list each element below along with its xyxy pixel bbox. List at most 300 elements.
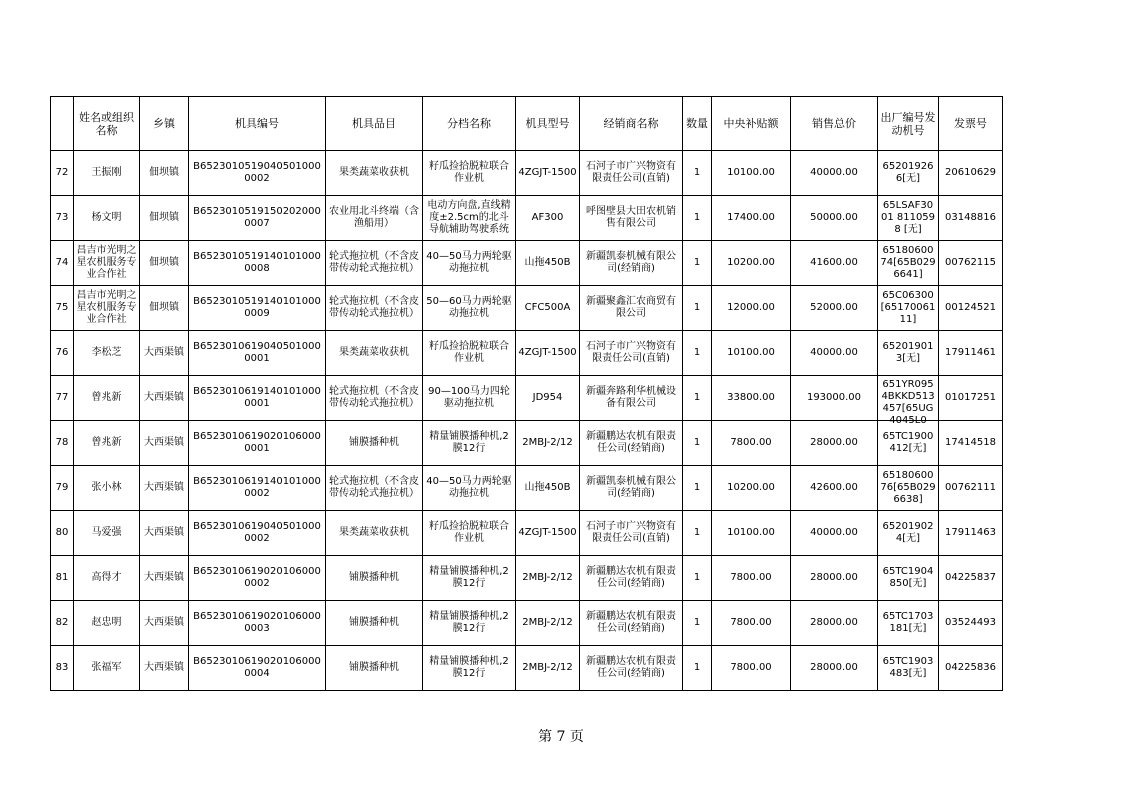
quantity-cell-text: 1 bbox=[693, 527, 701, 538]
name-cell-text: 王振刚 bbox=[91, 167, 122, 178]
model-cell-text: 2MBJ-2/12 bbox=[522, 662, 573, 673]
sales-total-cell bbox=[791, 556, 878, 601]
quantity-cell-text: 1 bbox=[693, 482, 701, 493]
name-cell bbox=[74, 511, 140, 556]
sales-total-cell-text: 41600.00 bbox=[810, 257, 858, 268]
table-row bbox=[51, 556, 1003, 601]
model-cell bbox=[516, 151, 580, 196]
township-cell-text: 大西渠镇 bbox=[144, 437, 184, 448]
machine-category-cell-text: 轮式拖拉机（不含皮带传动轮式拖拉机） bbox=[329, 296, 419, 319]
factory-engine-number-cell bbox=[878, 151, 939, 196]
quantity-cell-text: 1 bbox=[693, 662, 701, 673]
factory-engine-number-cell-text: 65C06300[6517006111] bbox=[880, 290, 936, 325]
machine-id-cell bbox=[189, 601, 326, 646]
model-cell bbox=[516, 646, 580, 691]
township-cell bbox=[140, 601, 189, 646]
name-cell-text: 杨文明 bbox=[91, 212, 122, 223]
dealer-cell-text: 新疆凯泰机械有限公司(经销商) bbox=[586, 476, 676, 499]
machine-category-cell bbox=[326, 241, 423, 286]
dealer-cell-text: 石河子市广兴物资有限责任公司(直销) bbox=[586, 341, 676, 364]
central-subsidy-cell bbox=[712, 151, 791, 196]
factory-engine-number-cell bbox=[878, 286, 939, 331]
machine-category-cell bbox=[326, 466, 423, 511]
machine-id-cell-text: B65230106190405010000002 bbox=[193, 521, 321, 544]
central-subsidy-cell-text: 12000.00 bbox=[727, 302, 775, 313]
factory-engine-number-cell bbox=[878, 466, 939, 511]
invoice-number-cell bbox=[939, 511, 1003, 556]
machine-id-cell bbox=[189, 376, 326, 421]
sales-total-cell bbox=[791, 421, 878, 466]
township-cell-text: 佃坝镇 bbox=[149, 302, 179, 313]
factory-engine-number-cell-text: 651YR0954BKKD513457[65UG4045L0 bbox=[881, 379, 935, 426]
dealer-cell bbox=[580, 376, 683, 421]
grade-name-cell-text: 50—60马力两轮驱动拖拉机 bbox=[426, 296, 512, 319]
quantity-cell bbox=[683, 196, 712, 241]
grade-name-cell bbox=[423, 556, 516, 601]
invoice-number-cell-text: 17911461 bbox=[945, 347, 996, 358]
table-header-row bbox=[51, 97, 1003, 151]
table-row bbox=[51, 151, 1003, 196]
dealer-cell-text: 新疆凯泰机械有限公司(经销商) bbox=[586, 251, 676, 274]
quantity-cell bbox=[683, 241, 712, 286]
table-row bbox=[51, 196, 1003, 241]
quantity-cell-text: 1 bbox=[693, 212, 701, 223]
township-cell-text: 大西渠镇 bbox=[144, 482, 184, 493]
township-cell-text: 大西渠镇 bbox=[144, 572, 184, 583]
invoice-number-header: 发票号 bbox=[939, 97, 1003, 151]
sales-total-header: 销售总价 bbox=[791, 97, 878, 151]
machine-category-cell bbox=[326, 196, 423, 241]
grade-name-cell-text: 40—50马力两轮驱动拖拉机 bbox=[426, 476, 512, 499]
quantity-cell-text: 1 bbox=[693, 347, 701, 358]
dealer-cell bbox=[580, 601, 683, 646]
row-number-cell bbox=[51, 421, 74, 466]
model-cell-text: 4ZGJT-1500 bbox=[518, 347, 577, 358]
row-number-cell-text: 80 bbox=[55, 527, 69, 538]
quantity-cell bbox=[683, 376, 712, 421]
grade-name-cell bbox=[423, 151, 516, 196]
factory-engine-number-cell bbox=[878, 196, 939, 241]
machine-id-cell-text: B65230106191401010000001 bbox=[193, 386, 321, 409]
name-cell bbox=[74, 241, 140, 286]
invoice-number-cell-text: 00124521 bbox=[945, 302, 996, 313]
name-cell-text: 曾兆新 bbox=[91, 437, 122, 448]
sales-total-cell bbox=[791, 466, 878, 511]
township-cell-text: 大西渠镇 bbox=[144, 617, 184, 628]
table-row bbox=[51, 286, 1003, 331]
name-cell-text: 高得才 bbox=[91, 572, 122, 583]
factory-engine-number-cell-text: 65TC1903483[无] bbox=[882, 656, 934, 679]
sales-total-cell-text: 40000.00 bbox=[810, 527, 858, 538]
invoice-number-cell-text: 03524493 bbox=[945, 617, 996, 628]
central-subsidy-cell bbox=[712, 556, 791, 601]
sales-total-cell-text: 52000.00 bbox=[810, 302, 858, 313]
township-cell-text: 大西渠镇 bbox=[144, 527, 184, 538]
dealer-cell-text: 新疆鹏达农机有限责任公司(经销商) bbox=[586, 431, 676, 454]
central-subsidy-cell bbox=[712, 466, 791, 511]
township-cell bbox=[140, 331, 189, 376]
machine-category-cell bbox=[326, 646, 423, 691]
machine-id-cell-text: B65230105190405010000002 bbox=[193, 161, 321, 184]
machine-id-cell-text: B65230105191401010000009 bbox=[193, 296, 321, 319]
sales-total-cell bbox=[791, 331, 878, 376]
grade-name-cell bbox=[423, 331, 516, 376]
central-subsidy-cell bbox=[712, 196, 791, 241]
row-number-cell bbox=[51, 511, 74, 556]
table-row bbox=[51, 511, 1003, 556]
machine-id-cell bbox=[189, 286, 326, 331]
dealer-cell-text: 新疆鹏达农机有限责任公司(经销商) bbox=[586, 656, 676, 679]
name-cell-text: 昌吉市光明之星农机服务专业合作社 bbox=[76, 245, 137, 280]
model-cell-text: 2MBJ-2/12 bbox=[522, 437, 573, 448]
grade-name-cell-text: 籽瓜捡拾脱粒联合作业机 bbox=[429, 521, 509, 544]
grade-name-cell bbox=[423, 466, 516, 511]
sales-total-cell-text: 42600.00 bbox=[810, 482, 858, 493]
invoice-number-cell bbox=[939, 421, 1003, 466]
name-cell-text: 李松芝 bbox=[91, 347, 122, 358]
quantity-cell bbox=[683, 421, 712, 466]
row-number-cell bbox=[51, 466, 74, 511]
central-subsidy-cell-text: 10200.00 bbox=[727, 257, 775, 268]
machine-category-header: 机具品目 bbox=[326, 97, 423, 151]
machine-category-cell-text: 轮式拖拉机（不含皮带传动轮式拖拉机） bbox=[329, 386, 419, 409]
name-header: 姓名或组织名称 bbox=[74, 97, 140, 151]
name-cell-text: 张小林 bbox=[91, 482, 122, 493]
central-subsidy-cell-text: 10100.00 bbox=[727, 347, 775, 358]
machine-id-cell-text: B65230106190201060000003 bbox=[193, 611, 321, 634]
model-cell-text: 4ZGJT-1500 bbox=[518, 167, 577, 178]
row-number-cell-text: 77 bbox=[55, 392, 69, 403]
grade-name-cell-text: 40—50马力两轮驱动拖拉机 bbox=[426, 251, 512, 274]
invoice-number-cell-text: 17911463 bbox=[945, 527, 996, 538]
factory-engine-number-cell-text: 65LSAF3001 8110598 [无] bbox=[880, 200, 936, 235]
township-cell-text: 大西渠镇 bbox=[144, 662, 184, 673]
grade-name-cell-text: 籽瓜捡拾脱粒联合作业机 bbox=[429, 161, 509, 184]
row-number-cell-text: 83 bbox=[55, 662, 69, 673]
table-row bbox=[51, 331, 1003, 376]
factory-engine-number-cell-text: 652019013[无] bbox=[882, 341, 934, 364]
central-subsidy-cell bbox=[712, 421, 791, 466]
factory-engine-number-cell bbox=[878, 421, 939, 466]
model-cell-text: 2MBJ-2/12 bbox=[522, 617, 573, 628]
factory-engine-number-cell bbox=[878, 331, 939, 376]
name-cell-text: 张福军 bbox=[91, 662, 122, 673]
grade-name-cell bbox=[423, 241, 516, 286]
invoice-number-cell bbox=[939, 376, 1003, 421]
row-number-cell-text: 79 bbox=[55, 482, 69, 493]
dealer-cell-text: 石河子市广兴物资有限责任公司(直销) bbox=[586, 161, 676, 184]
machine-id-cell-text: B65230105191401010000008 bbox=[193, 251, 321, 274]
dealer-cell bbox=[580, 241, 683, 286]
machine-category-cell-text: 铺膜播种机 bbox=[349, 617, 399, 628]
grade-name-cell bbox=[423, 196, 516, 241]
row-number-cell-text: 72 bbox=[55, 167, 69, 178]
factory-engine-number-cell-text: 652019266[无] bbox=[882, 161, 934, 184]
table-row bbox=[51, 466, 1003, 511]
factory-engine-number-cell-text: 6518060074[65B0296641] bbox=[880, 245, 936, 280]
row-number-cell bbox=[51, 286, 74, 331]
model-cell bbox=[516, 601, 580, 646]
row-number-cell-text: 81 bbox=[55, 572, 69, 583]
factory-engine-number-cell-text: 65TC1904850[无] bbox=[882, 566, 934, 589]
invoice-number-cell-text: 04225837 bbox=[945, 572, 996, 583]
township-cell bbox=[140, 241, 189, 286]
township-cell bbox=[140, 466, 189, 511]
central-subsidy-cell-text: 7800.00 bbox=[730, 617, 772, 628]
quantity-cell bbox=[683, 331, 712, 376]
dealer-cell-text: 新疆奔路利华机械设备有限公司 bbox=[586, 386, 676, 409]
sales-total-cell bbox=[791, 376, 878, 421]
dealer-cell-text: 新疆聚鑫汇农商贸有限公司 bbox=[586, 296, 676, 319]
row-number-cell bbox=[51, 646, 74, 691]
machine-id-cell-text: B65230106190201060000001 bbox=[193, 431, 321, 454]
machine-category-cell-text: 果类蔬菜收获机 bbox=[339, 527, 409, 538]
model-cell bbox=[516, 466, 580, 511]
sales-total-cell bbox=[791, 601, 878, 646]
central-subsidy-cell-text: 17400.00 bbox=[727, 212, 775, 223]
sales-total-cell bbox=[791, 151, 878, 196]
machine-category-cell bbox=[326, 511, 423, 556]
model-cell bbox=[516, 556, 580, 601]
machine-id-header: 机具编号 bbox=[189, 97, 326, 151]
dealer-cell bbox=[580, 331, 683, 376]
row-number-cell bbox=[51, 241, 74, 286]
township-cell bbox=[140, 511, 189, 556]
machine-id-cell-text: B65230106190405010000001 bbox=[193, 341, 321, 364]
row-number-cell bbox=[51, 376, 74, 421]
township-cell bbox=[140, 286, 189, 331]
model-cell-text: 山拖450B bbox=[524, 257, 571, 268]
central-subsidy-cell bbox=[712, 241, 791, 286]
invoice-number-cell bbox=[939, 331, 1003, 376]
dealer-cell-text: 石河子市广兴物资有限责任公司(直销) bbox=[586, 521, 676, 544]
central-subsidy-cell-text: 10100.00 bbox=[727, 527, 775, 538]
factory-engine-number-cell-text: 652019024[无] bbox=[882, 521, 934, 544]
quantity-cell bbox=[683, 601, 712, 646]
model-cell bbox=[516, 511, 580, 556]
name-cell bbox=[74, 196, 140, 241]
row-number-cell-text: 73 bbox=[55, 212, 69, 223]
township-cell bbox=[140, 556, 189, 601]
sales-total-cell bbox=[791, 286, 878, 331]
row-number-cell-text: 75 bbox=[55, 302, 69, 313]
dealer-header: 经销商名称 bbox=[580, 97, 683, 151]
invoice-number-cell bbox=[939, 646, 1003, 691]
machine-category-cell bbox=[326, 286, 423, 331]
factory-engine-number-cell bbox=[878, 601, 939, 646]
sales-total-cell-text: 28000.00 bbox=[810, 662, 858, 673]
quantity-cell-text: 1 bbox=[693, 617, 701, 628]
sales-total-cell bbox=[791, 196, 878, 241]
township-cell bbox=[140, 646, 189, 691]
machine-category-cell bbox=[326, 331, 423, 376]
model-cell-text: JD954 bbox=[532, 392, 563, 403]
table-row bbox=[51, 241, 1003, 286]
central-subsidy-cell bbox=[712, 376, 791, 421]
factory-engine-number-cell bbox=[878, 241, 939, 286]
dealer-cell-text: 新疆鹏达农机有限责任公司(经销商) bbox=[586, 566, 676, 589]
dealer-cell-text: 呼图壁县大田农机销售有限公司 bbox=[586, 206, 676, 229]
sales-total-cell bbox=[791, 241, 878, 286]
quantity-cell-text: 1 bbox=[693, 392, 701, 403]
factory-engine-number-cell bbox=[878, 646, 939, 691]
name-cell bbox=[74, 421, 140, 466]
invoice-number-cell-text: 00762115 bbox=[945, 257, 996, 268]
machine-category-cell-text: 果类蔬菜收获机 bbox=[339, 347, 409, 358]
row-number-cell bbox=[51, 331, 74, 376]
factory-engine-number-cell bbox=[878, 556, 939, 601]
sales-total-cell-text: 28000.00 bbox=[810, 572, 858, 583]
machine-category-cell-text: 农业用北斗终端（含渔船用） bbox=[329, 206, 419, 229]
model-cell-text: AF300 bbox=[531, 212, 564, 223]
name-cell bbox=[74, 601, 140, 646]
central-subsidy-cell bbox=[712, 511, 791, 556]
grade-name-cell bbox=[423, 511, 516, 556]
page-number: 第 7 页 bbox=[538, 729, 584, 745]
row-number-cell-text: 76 bbox=[55, 347, 69, 358]
invoice-number-cell-text: 00762111 bbox=[945, 482, 996, 493]
grade-name-header: 分档名称 bbox=[423, 97, 516, 151]
row-number-header bbox=[51, 97, 74, 151]
name-cell-text: 曾兆新 bbox=[91, 392, 122, 403]
table-row bbox=[51, 376, 1003, 421]
grade-name-cell-text: 籽瓜捡拾脱粒联合作业机 bbox=[429, 341, 509, 364]
model-cell-text: 2MBJ-2/12 bbox=[522, 572, 573, 583]
machine-category-cell bbox=[326, 601, 423, 646]
machine-id-cell-text: B65230106190201060000002 bbox=[193, 566, 321, 589]
factory-engine-number-cell bbox=[878, 511, 939, 556]
sales-total-cell bbox=[791, 511, 878, 556]
name-cell bbox=[74, 556, 140, 601]
machine-id-cell bbox=[189, 196, 326, 241]
grade-name-cell bbox=[423, 286, 516, 331]
machine-id-cell bbox=[189, 511, 326, 556]
invoice-number-cell bbox=[939, 286, 1003, 331]
quantity-cell bbox=[683, 151, 712, 196]
machine-category-cell-text: 铺膜播种机 bbox=[349, 662, 399, 673]
name-cell bbox=[74, 286, 140, 331]
invoice-number-cell bbox=[939, 601, 1003, 646]
model-cell bbox=[516, 421, 580, 466]
grade-name-cell bbox=[423, 376, 516, 421]
sales-total-cell-text: 28000.00 bbox=[810, 437, 858, 448]
township-cell-text: 大西渠镇 bbox=[144, 347, 184, 358]
grade-name-cell-text: 精量铺膜播种机,2膜12行 bbox=[429, 656, 509, 679]
invoice-number-cell bbox=[939, 196, 1003, 241]
machine-category-cell bbox=[326, 556, 423, 601]
machine-id-cell bbox=[189, 151, 326, 196]
table-row bbox=[51, 421, 1003, 466]
row-number-cell bbox=[51, 601, 74, 646]
row-number-cell bbox=[51, 556, 74, 601]
township-cell bbox=[140, 376, 189, 421]
factory-engine-number-cell-text: 65TC1703181[无] bbox=[882, 611, 934, 634]
grade-name-cell-text: 精量铺膜播种机,2膜12行 bbox=[429, 611, 509, 634]
invoice-number-cell bbox=[939, 241, 1003, 286]
invoice-number-cell bbox=[939, 466, 1003, 511]
dealer-cell bbox=[580, 511, 683, 556]
township-cell bbox=[140, 196, 189, 241]
model-cell-text: CFC500A bbox=[524, 302, 571, 313]
machine-id-cell bbox=[189, 421, 326, 466]
model-cell bbox=[516, 286, 580, 331]
row-number-cell-text: 74 bbox=[55, 257, 69, 268]
model-cell bbox=[516, 196, 580, 241]
model-cell bbox=[516, 241, 580, 286]
model-cell bbox=[516, 331, 580, 376]
machine-id-cell-text: B65230106191401010000002 bbox=[193, 476, 321, 499]
name-cell-text: 赵忠明 bbox=[91, 617, 122, 628]
quantity-cell-text: 1 bbox=[693, 572, 701, 583]
central-subsidy-cell bbox=[712, 601, 791, 646]
model-cell bbox=[516, 376, 580, 421]
sales-total-cell-text: 193000.00 bbox=[806, 392, 862, 403]
invoice-number-cell-text: 20610629 bbox=[945, 167, 996, 178]
model-cell-text: 4ZGJT-1500 bbox=[518, 527, 577, 538]
quantity-cell-text: 1 bbox=[693, 437, 701, 448]
row-number-cell bbox=[51, 196, 74, 241]
quantity-cell bbox=[683, 511, 712, 556]
factory-engine-number-cell bbox=[878, 376, 939, 426]
quantity-header: 数量 bbox=[683, 97, 712, 151]
central-subsidy-cell bbox=[712, 331, 791, 376]
subsidy-table bbox=[50, 96, 1003, 691]
factory-engine-number-cell-text: 65TC1900412[无] bbox=[882, 431, 934, 454]
township-header: 乡镇 bbox=[140, 97, 189, 151]
quantity-cell-text: 1 bbox=[693, 167, 701, 178]
name-cell bbox=[74, 151, 140, 196]
invoice-number-cell-text: 04225836 bbox=[945, 662, 996, 673]
machine-category-cell-text: 轮式拖拉机（不含皮带传动轮式拖拉机） bbox=[329, 476, 419, 499]
grade-name-cell-text: 精量铺膜播种机,2膜12行 bbox=[429, 566, 509, 589]
name-cell bbox=[74, 466, 140, 511]
sales-total-cell bbox=[791, 646, 878, 691]
table-row bbox=[51, 601, 1003, 646]
central-subsidy-cell-text: 7800.00 bbox=[730, 662, 772, 673]
township-cell-text: 大西渠镇 bbox=[144, 392, 184, 403]
machine-id-cell bbox=[189, 556, 326, 601]
machine-category-cell-text: 铺膜播种机 bbox=[349, 437, 399, 448]
factory-engine-number-header: 出厂编号发动机号 bbox=[878, 97, 939, 151]
machine-category-cell-text: 轮式拖拉机（不含皮带传动轮式拖拉机） bbox=[329, 251, 419, 274]
central-subsidy-cell-text: 10100.00 bbox=[727, 167, 775, 178]
dealer-cell-text: 新疆鹏达农机有限责任公司(经销商) bbox=[586, 611, 676, 634]
table-row bbox=[51, 646, 1003, 691]
dealer-cell bbox=[580, 151, 683, 196]
machine-category-cell bbox=[326, 151, 423, 196]
machine-id-cell bbox=[189, 466, 326, 511]
grade-name-cell-text: 电动方向盘,直线精度±2.5cm的北斗导航辅助驾驶系统 bbox=[427, 200, 511, 235]
quantity-cell-text: 1 bbox=[693, 257, 701, 268]
name-cell-text: 昌吉市光明之星农机服务专业合作社 bbox=[76, 290, 137, 325]
dealer-cell bbox=[580, 556, 683, 601]
central-subsidy-cell bbox=[712, 646, 791, 691]
township-cell-text: 佃坝镇 bbox=[149, 257, 179, 268]
grade-name-cell-text: 精量铺膜播种机,2膜12行 bbox=[429, 431, 509, 454]
central-subsidy-cell-text: 10200.00 bbox=[727, 482, 775, 493]
invoice-number-cell-text: 03148816 bbox=[945, 212, 996, 223]
machine-id-cell bbox=[189, 331, 326, 376]
sales-total-cell-text: 40000.00 bbox=[810, 347, 858, 358]
grade-name-cell bbox=[423, 421, 516, 466]
machine-id-cell bbox=[189, 241, 326, 286]
table-body bbox=[51, 151, 1003, 691]
quantity-cell bbox=[683, 286, 712, 331]
central-subsidy-cell-text: 7800.00 bbox=[730, 572, 772, 583]
township-cell bbox=[140, 151, 189, 196]
invoice-number-cell-text: 17414518 bbox=[945, 437, 996, 448]
dealer-cell bbox=[580, 286, 683, 331]
